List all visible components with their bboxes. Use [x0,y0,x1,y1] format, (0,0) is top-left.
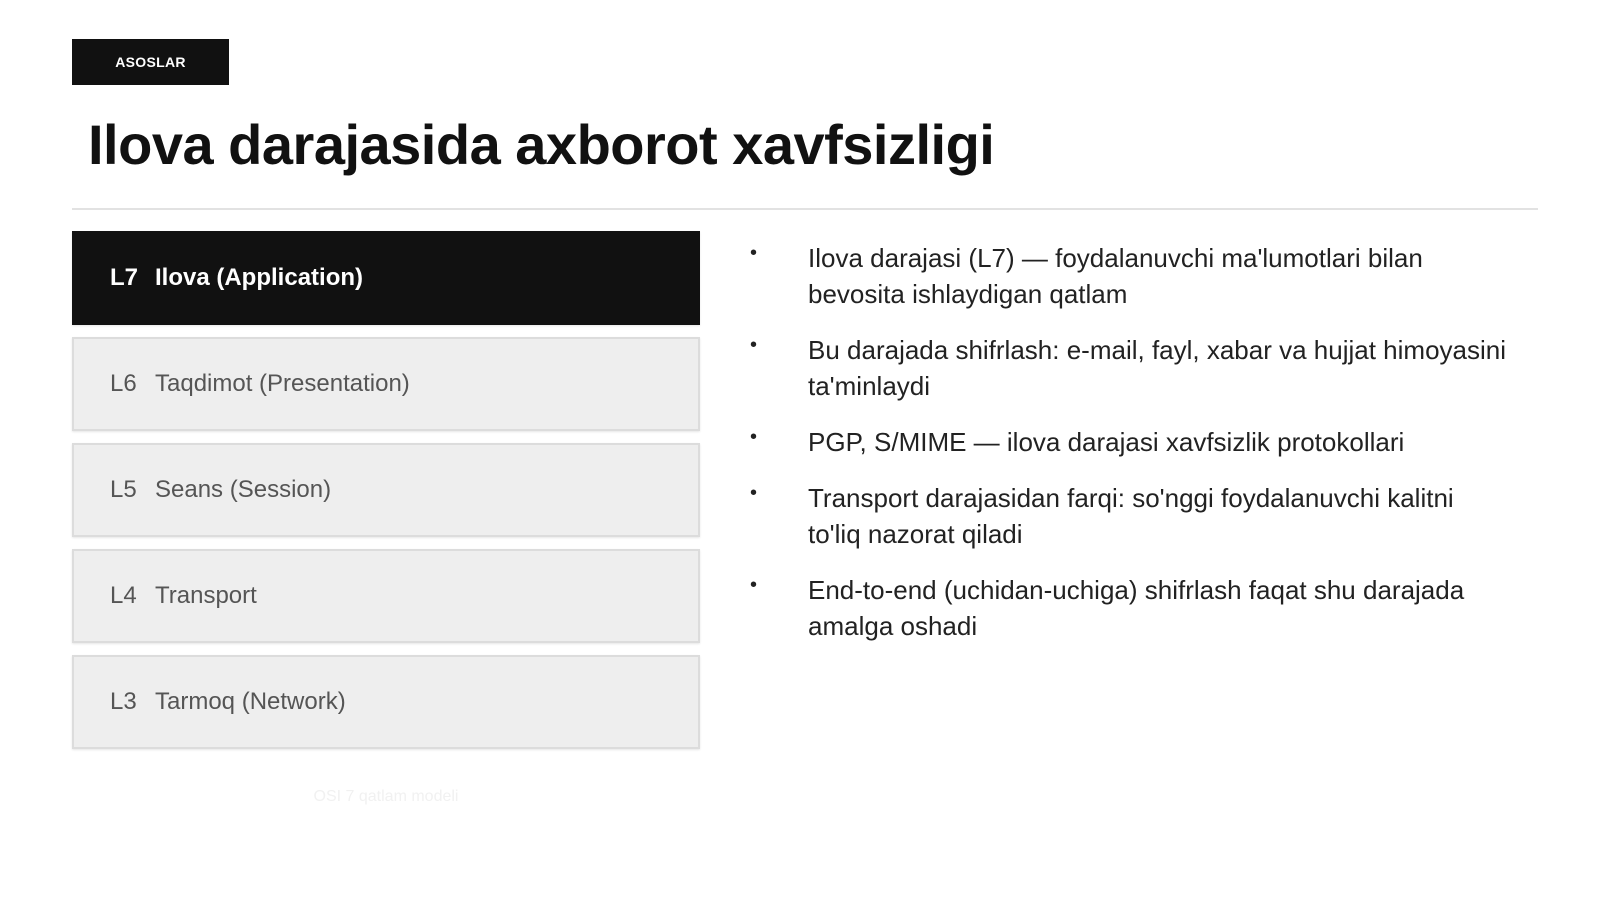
layer-code: L4 [110,582,137,609]
osi-layer-stack [72,231,700,761]
bullet-item [750,240,1510,312]
layer-l6 [72,337,700,431]
bullet-dot-icon: • [750,426,758,448]
layer-l4 [72,549,700,643]
layer-code: L6 [110,370,137,397]
bullet-text: Bu darajada shifrlash: e-mail, fayl, xabar va hujjat himoyasini ta'minlaydi [808,335,1507,401]
bullet-dot-icon: • [750,242,758,264]
bullet-list [750,240,1510,664]
layer-stack-caption: OSI 7 qatlam modeli [313,788,459,805]
title-divider [72,208,1538,210]
layer-code: L7 [110,264,139,291]
layer-code: L5 [110,476,137,503]
layer-name: Tarmoq (Network) [155,688,346,715]
layer-l7 [72,231,700,325]
bullet-dot-icon: • [750,334,758,356]
bullet-item [750,424,1510,460]
layer-l3 [72,655,700,749]
bullet-dot-icon: • [750,482,758,504]
bullet-dot-icon: • [750,574,758,596]
bullet-item [750,332,1510,404]
bullet-text: Transport darajasidan farqi: so'nggi foydalanuvchi kalitni to'liq nazorat qiladi [808,483,1454,549]
slide-title: Ilova darajasida axborot xavfsizligi [88,113,995,176]
bullet-text: PGP, S/MIME — ilova darajasi xavfsizlik protokollari [808,427,1405,457]
layer-l5 [72,443,700,537]
bullet-text: Ilova darajasi (L7) — foydalanuvchi ma'lumotlari bilan bevosita ishlaydigan qatlam [808,243,1423,309]
bullet-text: End-to-end (uchidan-uchiga) shifrlash faqat shu darajada amalga oshadi [808,575,1465,641]
layer-name: Transport [155,582,257,609]
layer-code: L3 [110,688,137,715]
section-tag: ASOSLAR [72,39,229,85]
layer-name: Taqdimot (Presentation) [155,370,410,397]
bullet-item [750,480,1510,552]
bullet-item [750,572,1510,644]
layer-name: Ilova (Application) [155,264,364,291]
layer-name: Seans (Session) [155,476,332,503]
